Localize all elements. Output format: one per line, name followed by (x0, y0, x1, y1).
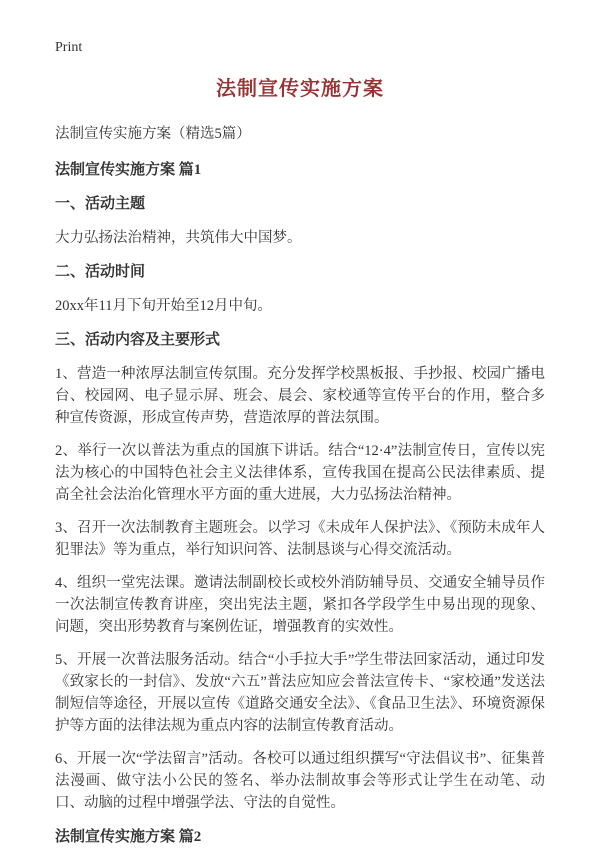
document-subtitle: 法制宣传实施方案（精选5篇） (55, 126, 251, 142)
section-1-heading: 法制宣传实施方案 篇1 (55, 162, 202, 178)
paragraph-item-3: 3、召开一次法制教育主题班会。以学习《未成年人保护法》、《预防未成年人犯罪法》等为重点，举行知识问答、法制恳谈与心得交流活动。 (55, 520, 545, 558)
section-2-heading: 法制宣传实施方案 篇2 (55, 829, 202, 845)
paragraph-item-5: 5、开展一次普法服务活动。结合“小手拉大手”学生带法回家活动，通过印发《致家长的一封信》、发放“六五”普法应知应会普法宣传卡、“家校通”发送法制短信等途径，开展以宣传《道路交通安全法》、《食品卫生法》、环境资源保护等方面的法律法规为重点内容的法制宣传教育活动。 (55, 652, 545, 734)
heading-activity-content: 三、活动内容及主要形式 (55, 332, 221, 348)
heading-activity-time: 二、活动时间 (55, 264, 146, 280)
print-link[interactable]: Print (55, 40, 83, 55)
paragraph-item-4: 4、组织一堂宪法课。邀请法制副校长或校外消防辅导员、交通安全辅导员作一次法制宣传教育讲座，突出宪法主题，紧扣各学段学生中易出现的现象、问题，突出形势教育与案例佐证，增强教育的实效性。 (55, 575, 545, 635)
paragraph-item-1: 1、营造一种浓厚法制宣传氛围。充分发挥学校黑板报、手抄报、校园广播电台、校园网、电子显示屏、班会、晨会、家校通等宣传平台的作用，整合多种宣传资源，形成宣传声势，营造浓厚的普法氛围。 (55, 366, 545, 426)
paragraph-activity-theme: 大力弘扬法治精神，共筑伟大中国梦。 (55, 230, 302, 246)
heading-activity-theme: 一、活动主题 (55, 196, 146, 212)
paragraph-item-6: 6、开展一次“学法留言”活动。各校可以通过组织撰写“守法倡议书”、征集普法漫画、做守法小公民的签名、举办法制故事会等形式让学生在动笔、动口、动脑的过程中增强学法、守法的自觉性。 (55, 751, 545, 811)
paragraph-item-2: 2、举行一次以普法为重点的国旗下讲话。结合“12·4”法制宣传日，宣传以宪法为核心的中国特色社会主义法律体系，宣传我国在提高公民法律素质、提高全社会法治化管理水平方面的重大进展，大力弘扬法治精神。 (55, 443, 545, 503)
page-title: 法制宣传实施方案 (216, 78, 384, 100)
paragraph-activity-time: 20xx年11月下旬开始至12月中旬。 (55, 298, 272, 314)
